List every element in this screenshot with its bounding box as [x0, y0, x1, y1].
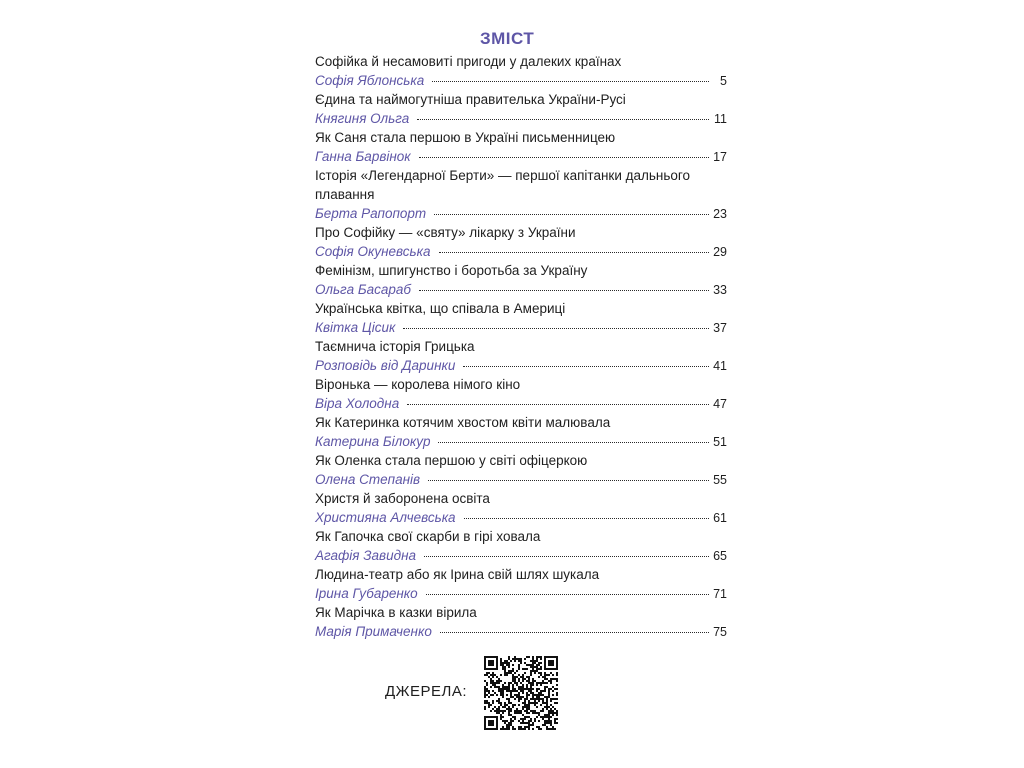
entry-author: Марія Примаченко — [315, 624, 432, 639]
entry-page-number: 65 — [713, 549, 727, 563]
entry-title: Христя й заборонена освіта — [315, 491, 490, 506]
dot-leader — [434, 204, 709, 215]
dot-leader — [432, 71, 709, 82]
entry-author: Софія Яблонська — [315, 73, 425, 88]
entry-page-number: 5 — [720, 74, 727, 88]
entry-line — [315, 470, 727, 489]
entry-author: Софія Окуневська — [315, 244, 431, 259]
toc-list — [315, 52, 727, 641]
entry-title: Як Оленка стала першою у світі офіцеркою — [315, 453, 588, 468]
entry-page-number: 17 — [713, 150, 727, 164]
toc-entry[interactable] — [315, 451, 727, 489]
entry-page-number: 61 — [713, 511, 727, 525]
entry-author: Квітка Цісик — [315, 320, 396, 335]
toc-entry[interactable] — [315, 337, 727, 375]
entry-title: Фемінізм, шпигунство і боротьба за Україну — [315, 263, 588, 278]
entry-author: Християна Алчевська — [315, 510, 456, 525]
entry-title: Як Марічка в казки вірила — [315, 605, 477, 620]
dot-leader — [419, 147, 709, 158]
entry-line — [315, 508, 727, 527]
entry-author: Берта Рапопорт — [315, 206, 427, 221]
entry-title: Про Софійку — «святу» лікарку з України — [315, 225, 576, 240]
entry-title: Українська квітка, що співала в Америці — [315, 301, 566, 316]
entry-line — [315, 71, 727, 90]
dot-leader — [464, 508, 709, 519]
entry-author: Катерина Білокур — [315, 434, 431, 449]
entry-page-number: 11 — [714, 112, 727, 126]
entry-page-number: 29 — [713, 245, 727, 259]
dot-leader — [428, 470, 709, 481]
entry-title: Як Саня стала першою в Україні письменницею — [315, 130, 616, 145]
toc-entry[interactable] — [315, 603, 727, 641]
entry-title: Софійка й несамовиті пригоди у далеких країнах — [315, 54, 622, 69]
toc-heading: ЗМІСТ — [480, 29, 535, 48]
dot-leader — [463, 356, 709, 367]
entry-title: Таємнича історія Грицька — [315, 339, 475, 354]
dot-leader — [426, 584, 709, 595]
entry-title: Як Катеринка котячим хвостом квіти малювала — [315, 415, 611, 430]
dot-leader — [417, 109, 709, 120]
qr-code-icon[interactable] — [484, 656, 558, 730]
entry-line — [315, 546, 727, 565]
entry-title: Віронька — королева німого кіно — [315, 377, 521, 392]
entry-page-number: 75 — [713, 625, 727, 639]
entry-line — [315, 242, 727, 261]
sources-label: ДЖЕРЕЛА: — [385, 683, 468, 700]
entry-line — [315, 204, 727, 223]
toc-entry[interactable] — [315, 223, 727, 261]
entry-line — [315, 584, 727, 603]
entry-page-number: 37 — [713, 321, 727, 335]
dot-leader — [419, 280, 709, 291]
entry-page-number: 51 — [713, 435, 727, 449]
toc-entry[interactable] — [315, 299, 727, 337]
toc-entry[interactable] — [315, 375, 727, 413]
toc-entry[interactable] — [315, 166, 727, 223]
toc-entry[interactable] — [315, 90, 727, 128]
toc-entry[interactable] — [315, 52, 727, 90]
entry-title: Історія «Легендарної Берти» — першої капітанки дальнього плавання — [315, 168, 691, 202]
toc-entry[interactable] — [315, 565, 727, 603]
entry-title: Людина-театр або як Ірина свій шлях шукала — [315, 567, 600, 582]
entry-line — [315, 318, 727, 337]
entry-author: Ольга Басараб — [315, 282, 411, 297]
toc-entry[interactable] — [315, 527, 727, 565]
entry-author: Розповідь від Даринки — [315, 358, 456, 373]
entry-line — [315, 622, 727, 641]
entry-page-number: 71 — [713, 587, 727, 601]
entry-author: Віра Холодна — [315, 396, 400, 411]
entry-line — [315, 109, 727, 128]
entry-line — [315, 147, 727, 166]
entry-author: Олена Степанів — [315, 472, 421, 487]
entry-author: Ганна Барвінок — [315, 149, 411, 164]
toc-entry[interactable] — [315, 261, 727, 299]
dot-leader — [438, 432, 709, 443]
entry-line — [315, 394, 727, 413]
entry-author: Ірина Губаренко — [315, 586, 418, 601]
dot-leader — [403, 318, 709, 329]
toc-entry[interactable] — [315, 413, 727, 451]
entry-page-number: 23 — [713, 207, 727, 221]
entry-page-number: 41 — [713, 359, 727, 373]
entry-line — [315, 356, 727, 375]
entry-page-number: 33 — [713, 283, 727, 297]
entry-title: Як Гапочка свої скарби в гірі ховала — [315, 529, 541, 544]
entry-author: Княгиня Ольга — [315, 111, 410, 126]
entry-line — [315, 432, 727, 451]
dot-leader — [439, 242, 709, 253]
entry-page-number: 55 — [713, 473, 727, 487]
entry-title: Єдина та наймогутніша правителька України-Русі — [315, 92, 626, 107]
toc-entry[interactable] — [315, 489, 727, 527]
entry-page-number: 47 — [713, 397, 727, 411]
toc-entry[interactable] — [315, 128, 727, 166]
dot-leader — [440, 622, 709, 633]
entry-line — [315, 280, 727, 299]
dot-leader — [407, 394, 709, 405]
dot-leader — [424, 546, 709, 557]
entry-author: Агафія Завидна — [315, 548, 417, 563]
